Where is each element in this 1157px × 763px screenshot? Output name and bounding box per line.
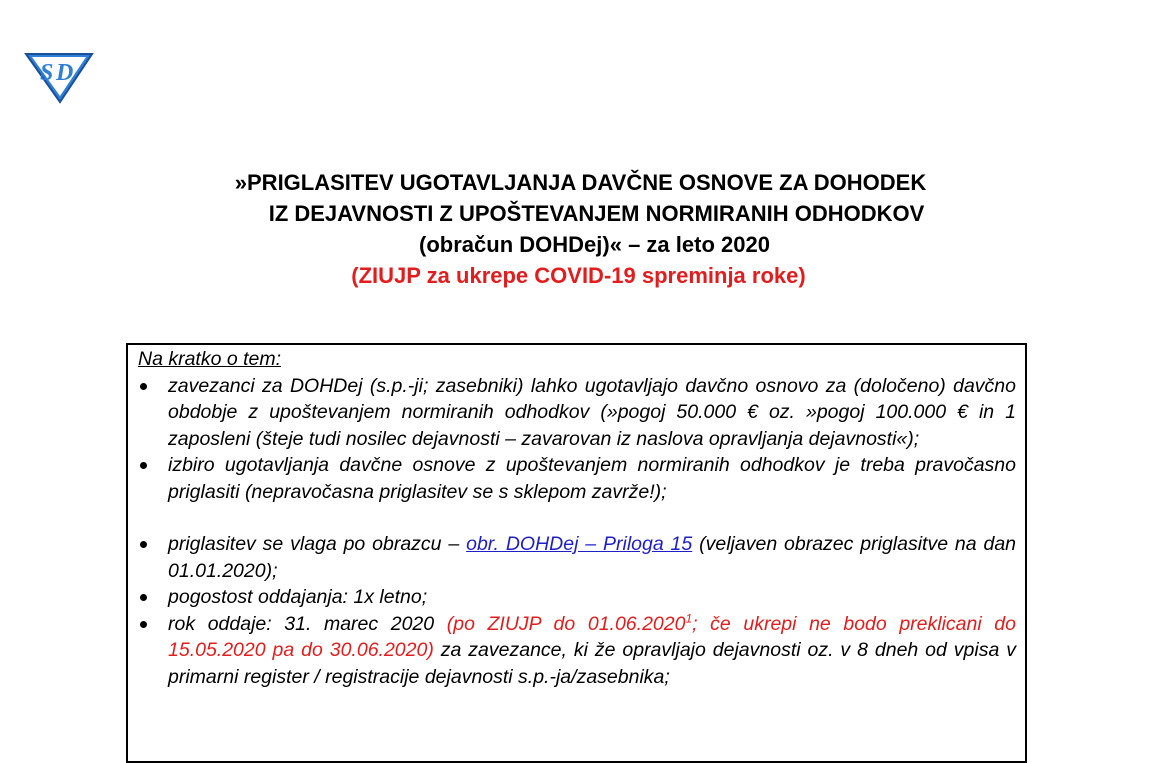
list-item (138, 531, 1016, 584)
deadline-note-red-continued: ; če ukrepi ne bodo preklicani do 15.05.2020 pa do 30.06.2020) (168, 612, 1016, 661)
svg-text:D: D (56, 60, 74, 86)
list-item-text: rok oddaje: 31. marec 2020 (168, 612, 447, 635)
deadline-note-red: (po ZIUJP do 01.06.2020 (446, 612, 686, 635)
summary-list (138, 373, 1016, 691)
list-item (138, 611, 1016, 691)
bullet-icon (140, 594, 147, 601)
bullet-icon (140, 383, 147, 390)
title-line-3: (obračun DOHDej)« – za leto 2020 (419, 232, 770, 257)
footnote-marker[interactable]: 1 (685, 611, 693, 625)
title-line-4-covid-note: (ZIUJP za ukrepe COVID-19 spreminja roke) (351, 263, 806, 288)
list-item-text: zavezanci za DOHDej (s.p.-ji; zasebniki) lahko ugotavljajo davčno osnovo za (določeno) davčno obdobje z upoštevanjem normiranih odhodkov (»pogoj 50.000 € oz. »pogoj 100.000 € in 1 zaposleni (šteje tudi nosilec dejavnosti – zavarovan iz naslova opravljanja dejavnosti«); (168, 374, 1016, 450)
list-item-text: (veljaven obrazec priglasitve na dan 01.01.2020); (168, 533, 1017, 582)
list-item (138, 452, 1016, 505)
title-line-1: »PRIGLASITEV UGOTAVLJANJA DAVČNE OSNOVE ZA DOHODEK (234, 170, 927, 195)
list-item-text: priglasitev se vlaga po obrazcu – (168, 533, 467, 555)
document-title (0, 167, 1157, 291)
form-link-dohdej-priloga-15[interactable]: obr. DOHDej – Priloga 15 (466, 533, 693, 555)
list-item (138, 584, 1016, 611)
list-item-text: izbiro ugotavljanja davčne osnove z upoštevanjem normiranih odhodkov je treba pravočasno priglasiti (nepravočasna priglasitev se s sklepom zavrže!); (168, 454, 1016, 503)
summary-heading: Na kratko o tem: (138, 348, 282, 370)
title-line-2: IZ DEJAVNOSTI Z UPOŠTEVANJEM NORMIRANIH ODHODKOV (268, 201, 925, 226)
bullet-icon (140, 541, 147, 548)
list-item-text: za zavezance, ki že opravljajo dejavnosti oz. v 8 dneh od vpisa v primarni register / registracije dejavnosti s.p.-ja/zasebnika; (168, 639, 1016, 688)
svg-text:S: S (40, 60, 54, 86)
sd-logo (22, 46, 96, 104)
summary-box (126, 343, 1027, 763)
list-item-text: pogostost oddajanja: 1x letno; (168, 586, 428, 608)
bullet-icon (140, 462, 147, 469)
list-item (138, 373, 1016, 453)
bullet-icon (140, 621, 147, 628)
